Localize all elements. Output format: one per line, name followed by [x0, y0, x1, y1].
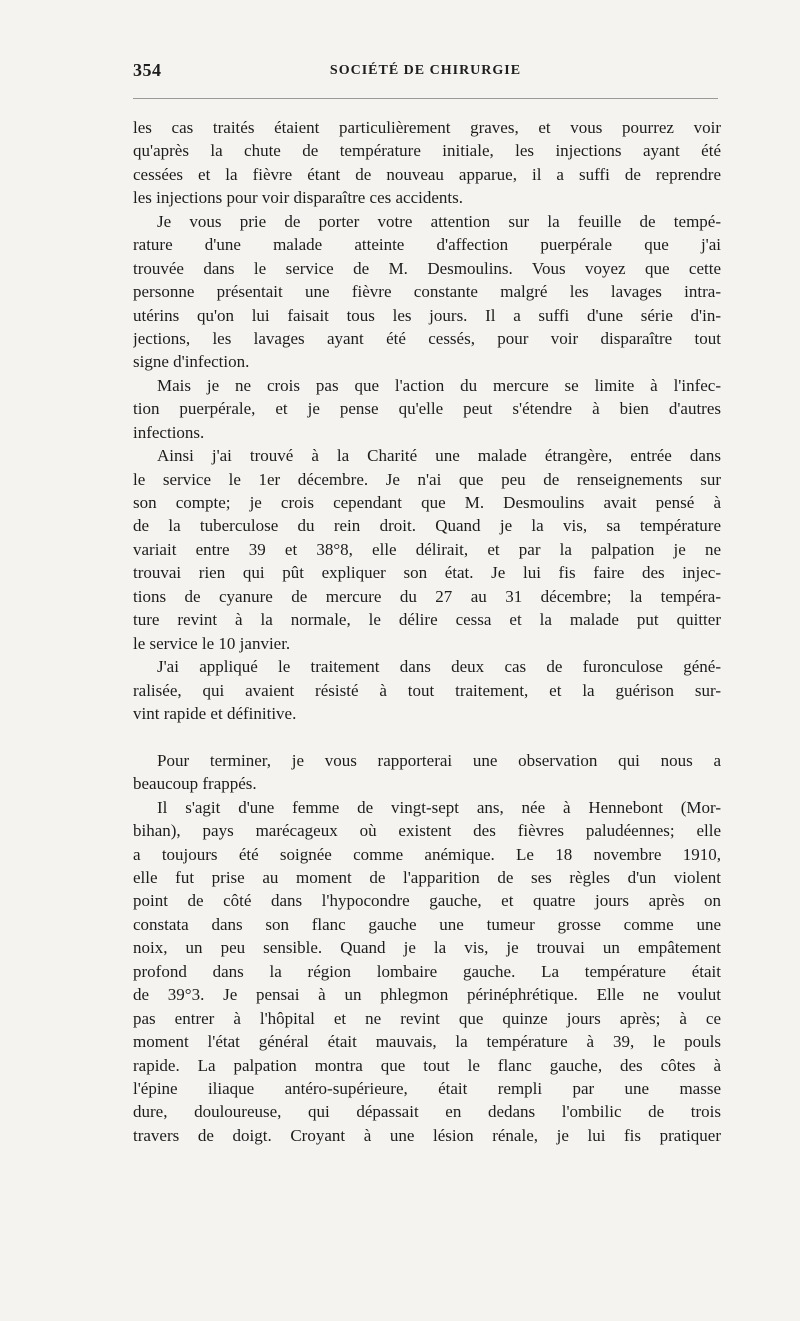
text-line: ralisée, qui avaient résisté à tout traitement, et la guérison sur-: [133, 680, 721, 700]
text-line: pas entrer à l'hôpital et ne revint que quinze jours après; à ce: [133, 1008, 721, 1028]
text-line: elle fut prise au moment de l'apparition de ses règles d'un violent: [133, 868, 721, 887]
text-line: trouvée dans le service de M. Desmoulins. Vous voyez que cette: [133, 258, 721, 278]
text-line: l'épine iliaque antéro-supérieure, était rempli par une masse: [133, 1078, 721, 1098]
section-gap: [133, 725, 721, 748]
text-line: rapide. La palpation montra que tout le flanc gauche, des côtes à: [133, 1055, 721, 1075]
page-header: [133, 60, 718, 88]
text-line: trouvai rien qui pût expliquer son état. Je lui fis faire des injec-: [133, 563, 721, 583]
text-line: constata dans son flanc gauche une tumeur grosse comme une: [133, 914, 721, 934]
paragraph: [133, 444, 721, 655]
text-line: Mais je ne crois pas que l'action du mercure se limite à l'infec-: [157, 375, 721, 395]
text-line: bihan), pays marécageux où existent des fièvres paludéennes; elle: [133, 821, 721, 841]
text-line: profond dans la région lombaire gauche. La température était: [133, 961, 721, 981]
text-line: Il s'agit d'une femme de vingt-sept ans, née à Hennebont (Mor-: [157, 797, 721, 817]
text-line: cessées et la fièvre étant de nouveau apparue, il a suffi de reprendre: [133, 164, 721, 184]
paragraph: [133, 749, 721, 796]
text-line: le service le 10 janvier.: [133, 633, 291, 653]
text-line: personne présentait une fièvre constante malgré les lavages intra-: [133, 282, 721, 302]
paragraph: [133, 796, 721, 1148]
text-line: signe d'infection.: [133, 352, 250, 372]
text-line: ture revint à la normale, le délire cessa et la malade put quitter: [133, 610, 721, 630]
text-line: noix, un peu sensible. Quand je la vis, je trouvai un empâtement: [133, 938, 721, 958]
text-line: jections, les lavages ayant été cessés, pour voir disparaître tout: [133, 328, 721, 348]
paragraph: [133, 116, 721, 210]
paragraph: [133, 210, 721, 374]
text-line: Pour terminer, je vous rapporterai une observation qui nous a: [157, 750, 721, 770]
text-line: les injections pour voir disparaître ces accidents.: [133, 188, 463, 208]
text-line: Ainsi j'ai trouvé à la Charité une malade étrangère, entrée dans: [157, 446, 721, 466]
text-line: dure, douloureuse, qui dépassait en dedans l'ombilic de trois: [133, 1102, 721, 1122]
text-line: les cas traités étaient particulièrement graves, et vous pourrez voir: [133, 118, 721, 137]
body-text: [133, 116, 721, 1147]
text-line: point de côté dans l'hypocondre gauche, et quatre jours après on: [133, 891, 721, 911]
text-line: variait entre 39 et 38°8, elle délirait, et par la palpation je ne: [133, 539, 721, 559]
text-line: son compte; je crois cependant que M. Desmoulins avait pensé à: [133, 493, 721, 512]
text-line: vint rapide et définitive.: [133, 703, 297, 723]
header-rule: [133, 98, 718, 99]
text-line: le service le 1er décembre. Je n'ai que peu de renseignements sur: [133, 469, 721, 489]
text-line: qu'après la chute de température initiale, les injections ayant été: [133, 141, 721, 161]
text-line: tions de cyanure de mercure du 27 au 31 décembre; la tempéra-: [133, 586, 721, 606]
running-head: SOCIÉTÉ DE CHIRURGIE: [329, 63, 522, 78]
text-line: travers de doigt. Croyant à une lésion rénale, je lui fis pratiquer: [133, 1125, 721, 1145]
text-line: de la tuberculose du rein droit. Quand je la vis, sa température: [133, 516, 721, 536]
text-line: rature d'une malade atteinte d'affection puerpérale que j'ai: [133, 235, 721, 255]
text-line: a toujours été soignée comme anémique. Le 18 novembre 1910,: [133, 844, 721, 864]
text-line: de 39°3. Je pensai à un phlegmon périnéphrétique. Elle ne voulut: [133, 985, 721, 1005]
text-line: beaucoup frappés.: [133, 774, 257, 794]
page-number: 354: [133, 60, 162, 80]
paragraph: [133, 374, 721, 444]
text-line: J'ai appliqué le traitement dans deux cas de furonculose géné-: [157, 657, 721, 677]
text-line: tion puerpérale, et je pense qu'elle peut s'étendre à bien d'autres: [133, 399, 721, 419]
text-line: utérins qu'on lui faisait tous les jours. Il a suffi d'une série d'in-: [133, 305, 721, 325]
text-line: moment l'état général était mauvais, la température à 39, le pouls: [133, 1032, 721, 1052]
paragraph: [133, 655, 721, 725]
text-line: Je vous prie de porter votre attention sur la feuille de tempé-: [157, 211, 721, 231]
text-line: infections.: [133, 422, 205, 442]
